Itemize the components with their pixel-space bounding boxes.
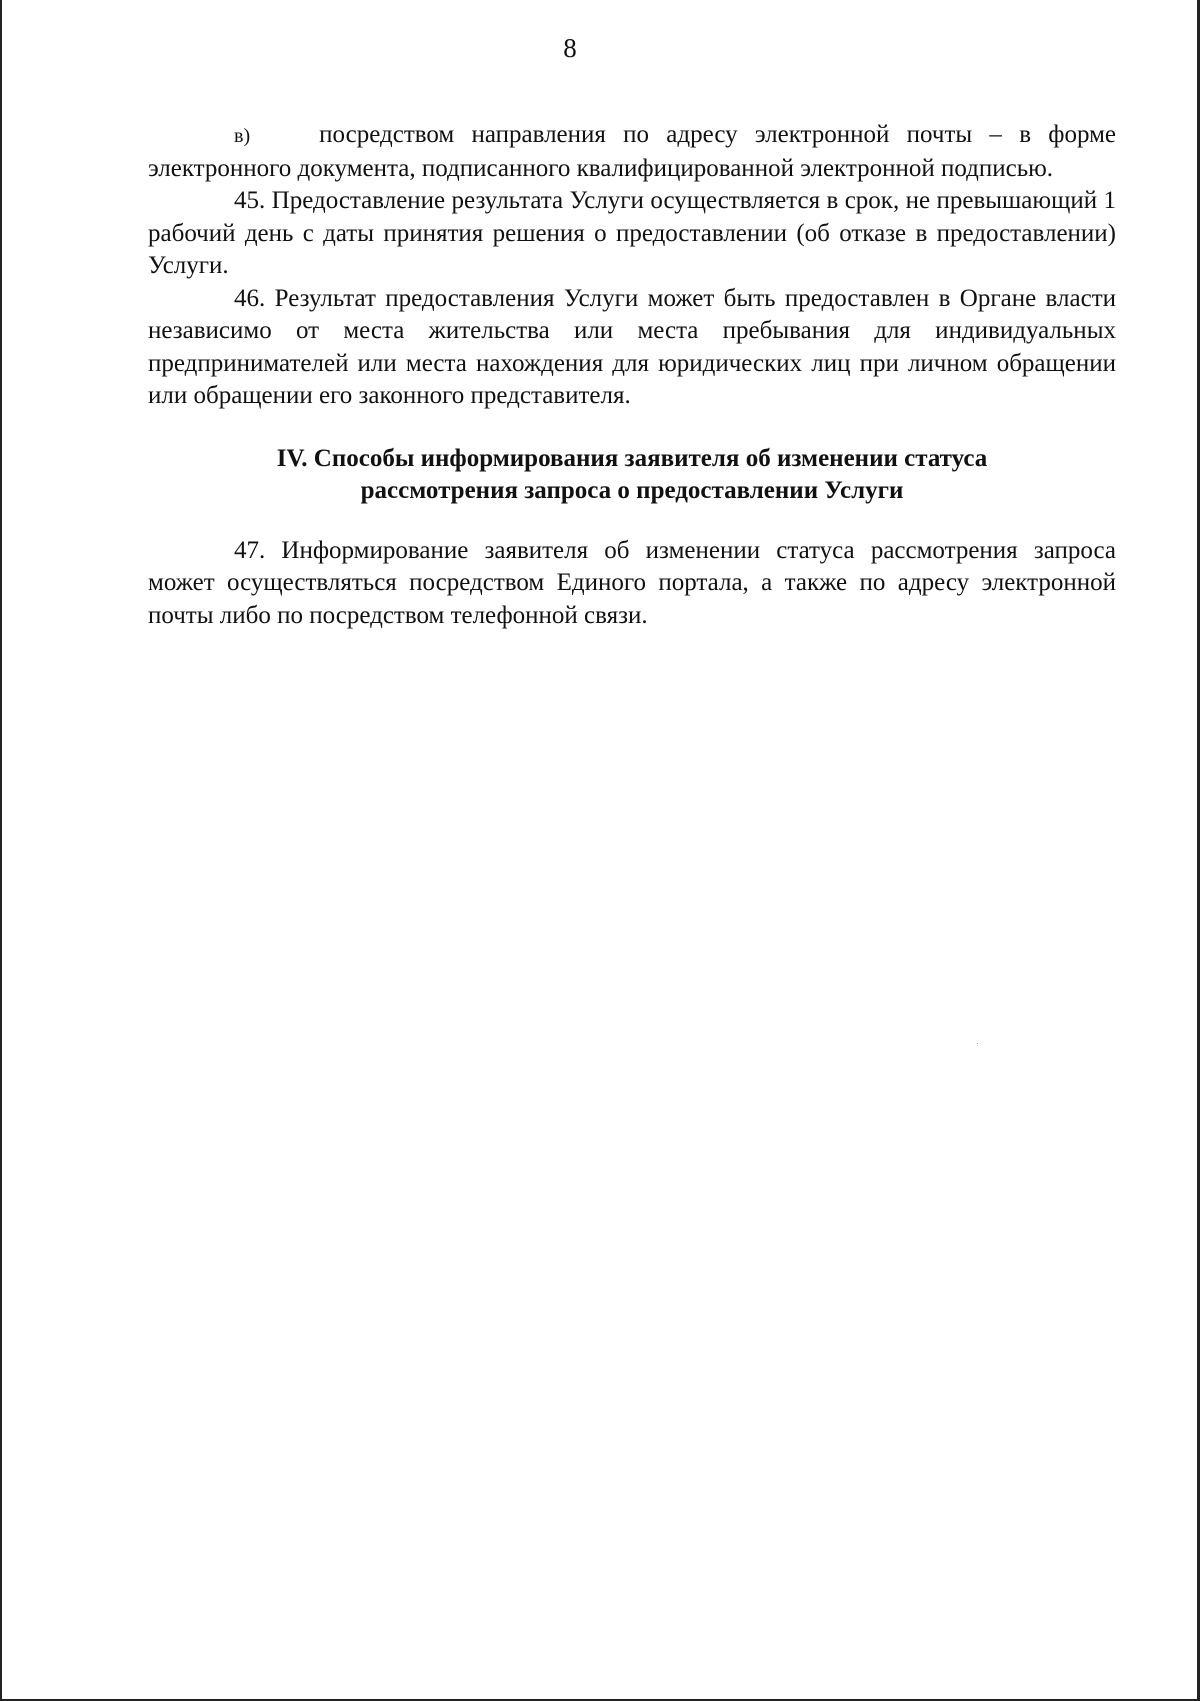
document-body (148, 119, 1116, 632)
paragraph-text: Информирование заявителя об изменении статуса рассмотрения запроса может осуществляться посредством Единого портала, а также по адресу электронной почты либо по посредством телефонной связи. (148, 536, 1116, 629)
paragraph-text: посредством направления по адресу электронной почты – в форме электронного документа, подписанного квалифицированной электронной подписью. (148, 121, 1116, 182)
paragraph-text: Результат предоставления Услуги может быть предоставлен в Органе власти независимо от места жительства или места пребывания для индивидуальных предпринимателей или места нахождения для юридических лиц при личном обращении или обращении его законного представителя. (148, 284, 1116, 409)
scan-speck (977, 1043, 978, 1044)
paragraph-number: 46. (234, 284, 266, 312)
page-number: 8 (563, 33, 577, 63)
scan-edge-left (0, 0, 2, 1701)
paragraph-text: Предоставление результата Услуги осуществляется в срок, не превышающий 1 рабочий день с даты принятия решения о предоставлении (об отказе в предоставлении) Услуги. (148, 187, 1116, 279)
section-heading-line-1: IV. Способы информирования заявителя об изменении статуса (276, 444, 988, 472)
paragraph-marker: в) (234, 125, 251, 147)
section-heading-line-2: рассмотрения запроса о предоставлении Услуги (360, 476, 904, 504)
section-heading (148, 443, 1116, 507)
paragraph-number: 45. (234, 187, 266, 214)
paragraph-46 (148, 283, 1116, 413)
paragraph-45 (148, 185, 1116, 283)
paragraph-47 (148, 535, 1116, 633)
paragraph-number: 47. (234, 536, 266, 564)
paragraph-item-v (148, 119, 1116, 185)
